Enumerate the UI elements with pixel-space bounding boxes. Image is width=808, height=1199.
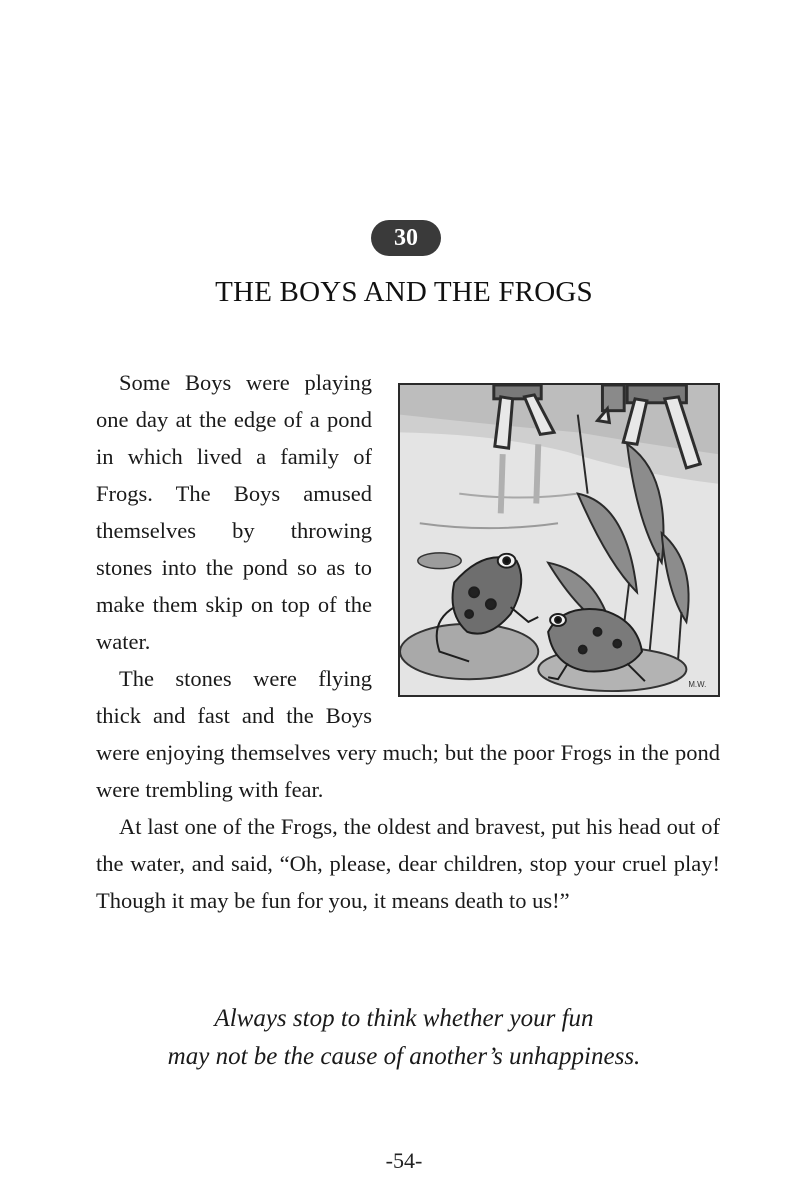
story-paragraph-1: Some Boys were playing one day at the edge of a pond in which lived a family of Frogs. The Boys amused themselves by throwing stones into the pond so as to make them skip on top of the water. bbox=[96, 370, 372, 654]
pond-scene-image bbox=[400, 385, 718, 695]
moral-line-2: may not be the cause of another’s unhappiness. bbox=[167, 1043, 641, 1070]
illustrator-signature: M.W. bbox=[688, 680, 707, 690]
story-paragraph-2: The stones were flying thick and fast and the Boys were enjoying themselves very much; but the poor Frogs in the pond were trembling with fear. bbox=[96, 666, 720, 802]
story-title: THE BOYS AND THE FROGS bbox=[215, 276, 593, 308]
boys-and-frogs-illustration bbox=[398, 383, 720, 697]
story-body bbox=[96, 364, 720, 919]
story-paragraph-3: At last one of the Frogs, the oldest and bravest, put his head out of the water, and said, “Oh, please, dear children, stop your cruel play! Though it may be fun for you, it means death to us!” bbox=[96, 814, 720, 913]
story-moral bbox=[0, 1000, 808, 1076]
moral-line-1: Always stop to think whether your fun bbox=[214, 1005, 594, 1032]
page-number: -54- bbox=[385, 1148, 423, 1173]
chapter-number-badge: 30 bbox=[371, 220, 441, 256]
